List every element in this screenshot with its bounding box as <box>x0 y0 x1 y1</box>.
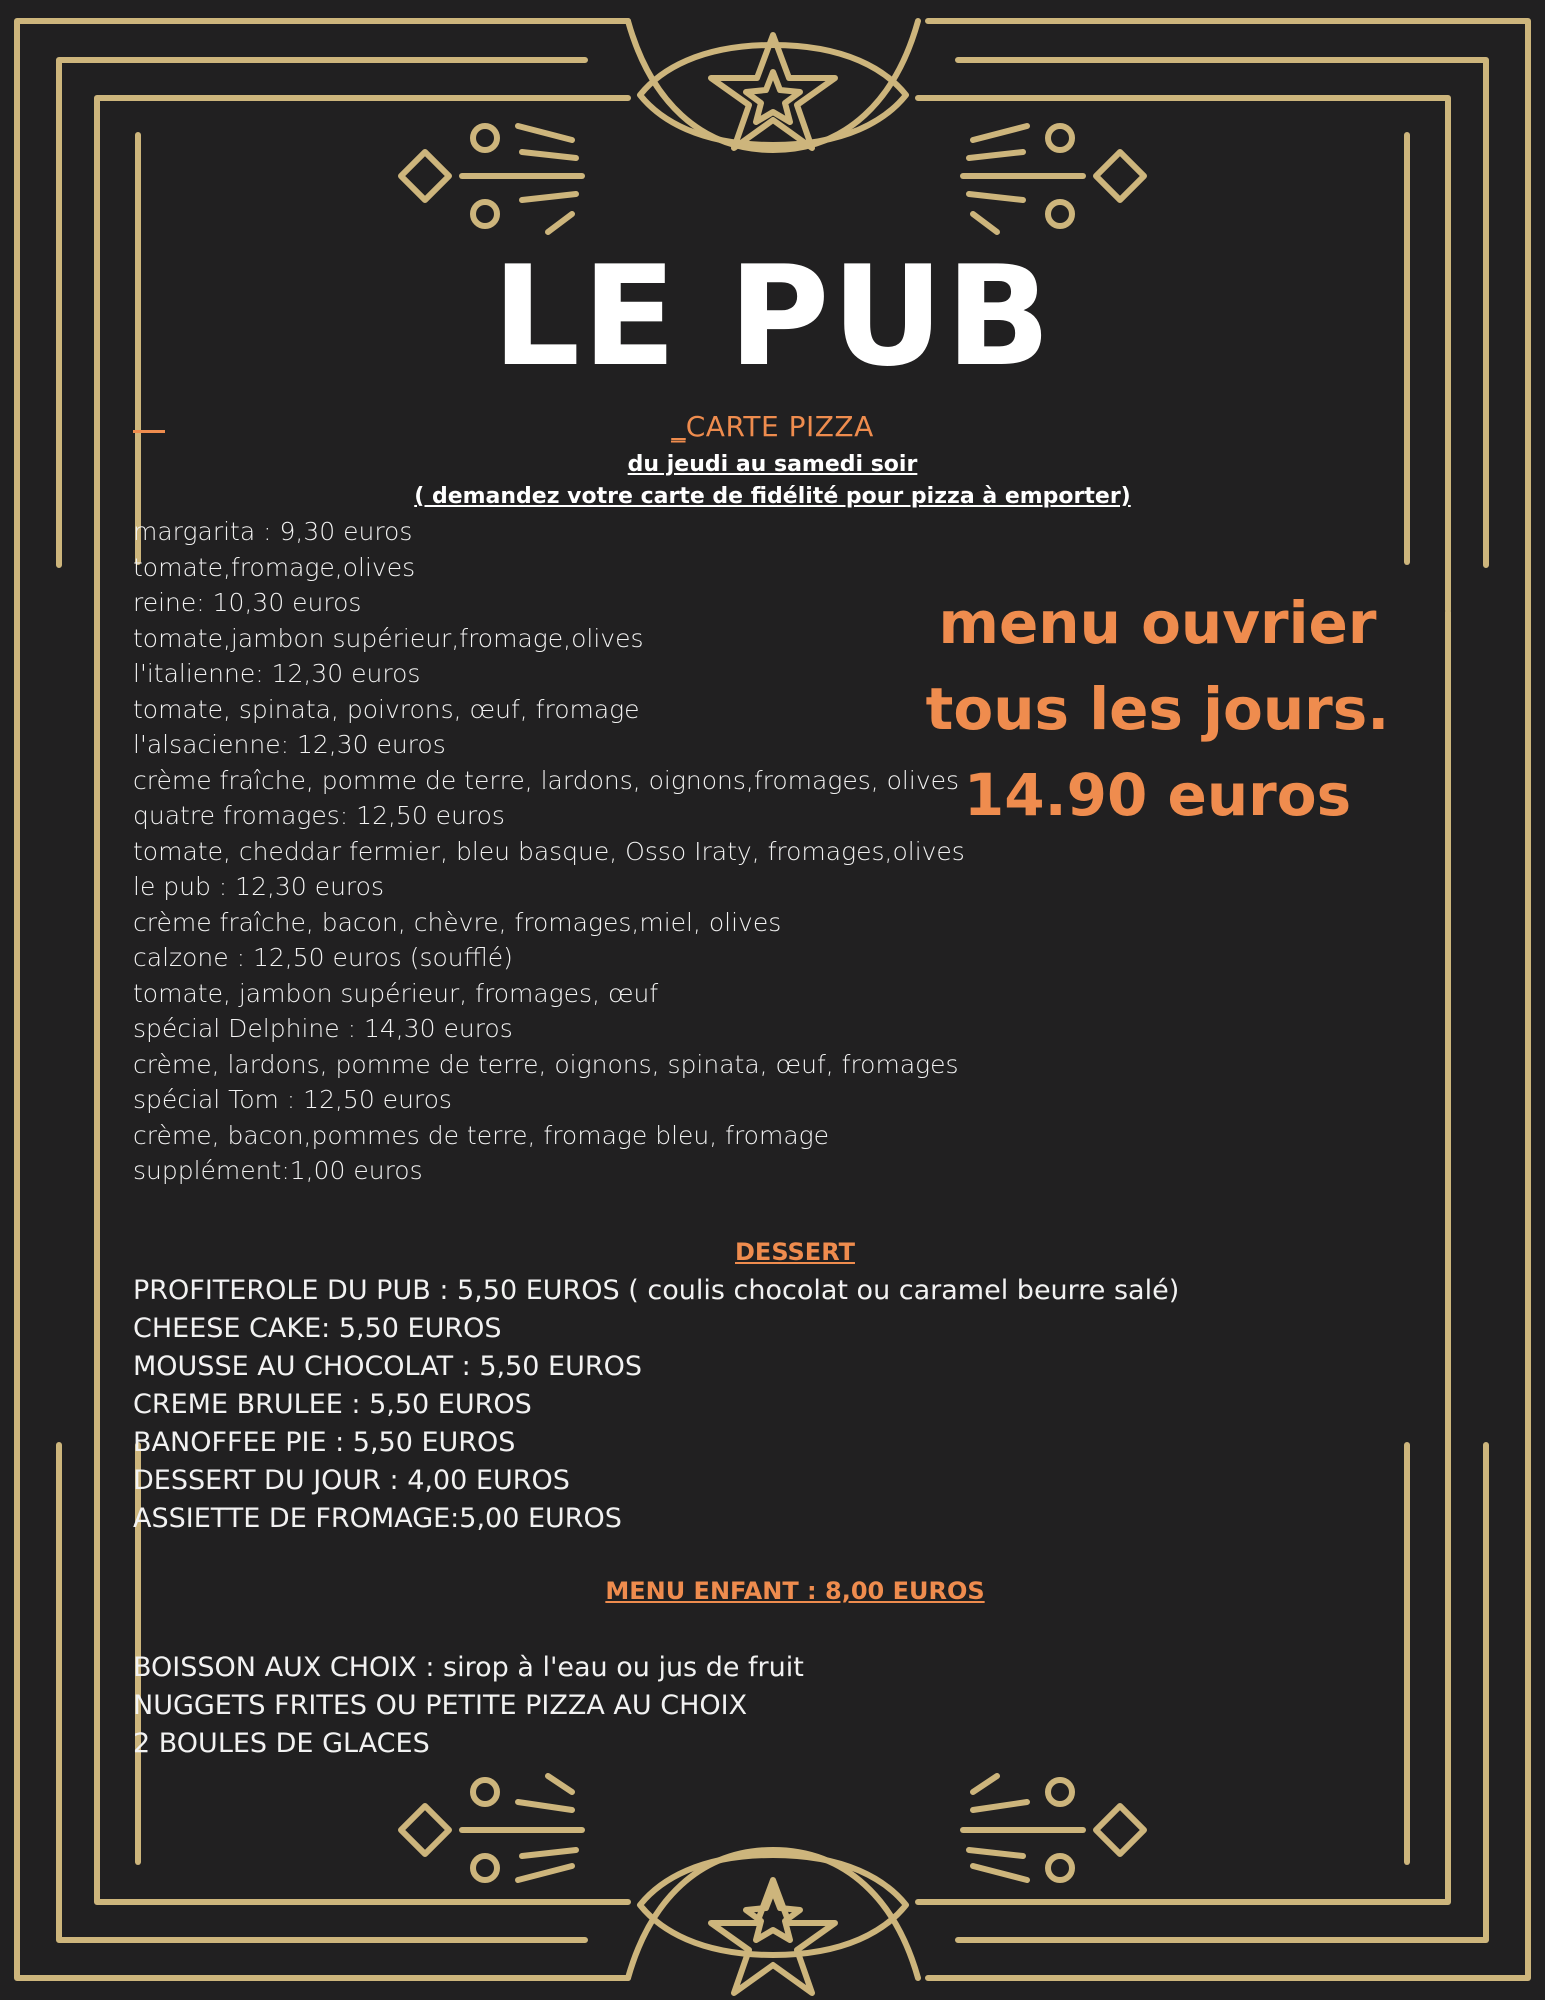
list-item: NUGGETS FRITES OU PETITE PIZZA AU CHOIX <box>133 1690 748 1721</box>
promo-price: 14.90 euros <box>963 761 1352 829</box>
ornament-dot-icon <box>473 202 497 226</box>
list-item: PROFITEROLE DU PUB : 5,50 EUROS ( coulis chocolat ou caramel beurre salé) <box>133 1275 1180 1306</box>
ornament-diamond-icon <box>1096 1806 1144 1854</box>
list-item: margarita : 9,30 euros <box>133 517 413 546</box>
list-item: BANOFFEE PIE : 5,50 EUROS <box>133 1427 516 1458</box>
ornament-dot-icon <box>1048 1780 1072 1804</box>
list-item: crème, bacon,pommes de terre, fromage bleu, fromage <box>133 1120 830 1150</box>
list-item: supplément:1,00 euros <box>133 1156 423 1185</box>
restaurant-title: LE PUB <box>492 236 1053 397</box>
list-item: MOUSSE AU CHOCOLAT : 5,50 EUROS <box>133 1351 643 1382</box>
list-item: l'alsacienne: 12,30 euros <box>133 730 446 759</box>
promo-line-1: menu ouvrier <box>938 589 1377 657</box>
dessert-heading: DESSERT <box>735 1238 855 1266</box>
list-item: spécial Tom : 12,50 euros <box>133 1085 452 1114</box>
list-item: tomate, jambon supérieur, fromages, œuf <box>133 978 659 1008</box>
top-medallion-inner <box>640 45 906 145</box>
list-item: reine: 10,30 euros <box>133 588 362 617</box>
bottom-medallion-arc <box>628 1850 918 1978</box>
list-item: spécial Delphine : 14,30 euros <box>133 1014 513 1043</box>
top-star-icon <box>711 35 835 148</box>
list-item: tomate, spinata, poivrons, œuf, fromage <box>133 694 640 724</box>
list-item: crème fraîche, pomme de terre, lardons, oignons,fromages, olives <box>133 765 960 795</box>
bottom-medallion-inner <box>640 1855 906 1955</box>
ornament-diamond-icon <box>1096 152 1144 200</box>
list-item: l'italienne: 12,30 euros <box>133 659 421 688</box>
ornament-dot-icon <box>1048 126 1072 150</box>
list-item: 2 BOULES DE GLACES <box>133 1728 430 1759</box>
list-item: DESSERT DU JOUR : 4,00 EUROS <box>133 1465 570 1496</box>
list-item: crème, lardons, pomme de terre, oignons, spinata, œuf, fromages <box>133 1049 959 1079</box>
ornament-dot-icon <box>473 1780 497 1804</box>
list-item: tomate,jambon supérieur,fromage,olives <box>133 623 644 653</box>
list-item: BOISSON AUX CHOIX : sirop à l'eau ou jus de fruit <box>133 1652 804 1683</box>
list-item: CHEESE CAKE: 5,50 EUROS <box>133 1313 502 1344</box>
list-item: ASSIETTE DE FROMAGE:5,00 EUROS <box>133 1503 622 1534</box>
subtitle-text: CARTE PIZZA <box>685 410 874 443</box>
list-item: tomate,fromage,olives <box>133 552 416 582</box>
bottom-star-inner-icon <box>746 1890 800 1940</box>
list-item: calzone : 12,50 euros (soufflé) <box>133 943 513 972</box>
menu-subtitle <box>0 410 1545 443</box>
kids-menu-list <box>133 1649 1433 1763</box>
ornament-diamond-icon <box>401 152 449 200</box>
opening-days: du jeudi au samedi soir <box>627 452 918 477</box>
ornament-dot-icon <box>1048 202 1072 226</box>
menu-ouvrier-promo <box>920 580 1395 838</box>
ornament-dot-icon <box>1048 1856 1072 1880</box>
ornament-diamond-icon <box>401 1806 449 1854</box>
list-item: le pub : 12,30 euros <box>133 872 384 901</box>
list-item: crème fraîche, bacon, chèvre, fromages,miel, olives <box>133 907 782 937</box>
promo-line-2: tous les jours. <box>925 675 1390 743</box>
subtitle-mark: _ <box>671 410 686 443</box>
dessert-list <box>133 1272 1433 1538</box>
list-item: tomate, cheddar fermier, bleu basque, Osso Iraty, fromages,olives <box>133 836 965 866</box>
ornament-dot-icon <box>473 1856 497 1880</box>
pizza-list <box>133 514 965 1189</box>
ornament-dot-icon <box>473 126 497 150</box>
loyalty-note: ( demandez votre carte de fidélité pour pizza à emporter) <box>414 484 1131 509</box>
kids-menu-heading: MENU ENFANT : 8,00 EUROS <box>605 1577 985 1605</box>
list-item: quatre fromages: 12,50 euros <box>133 801 505 830</box>
list-item: CREME BRULEE : 5,50 EUROS <box>133 1389 532 1420</box>
